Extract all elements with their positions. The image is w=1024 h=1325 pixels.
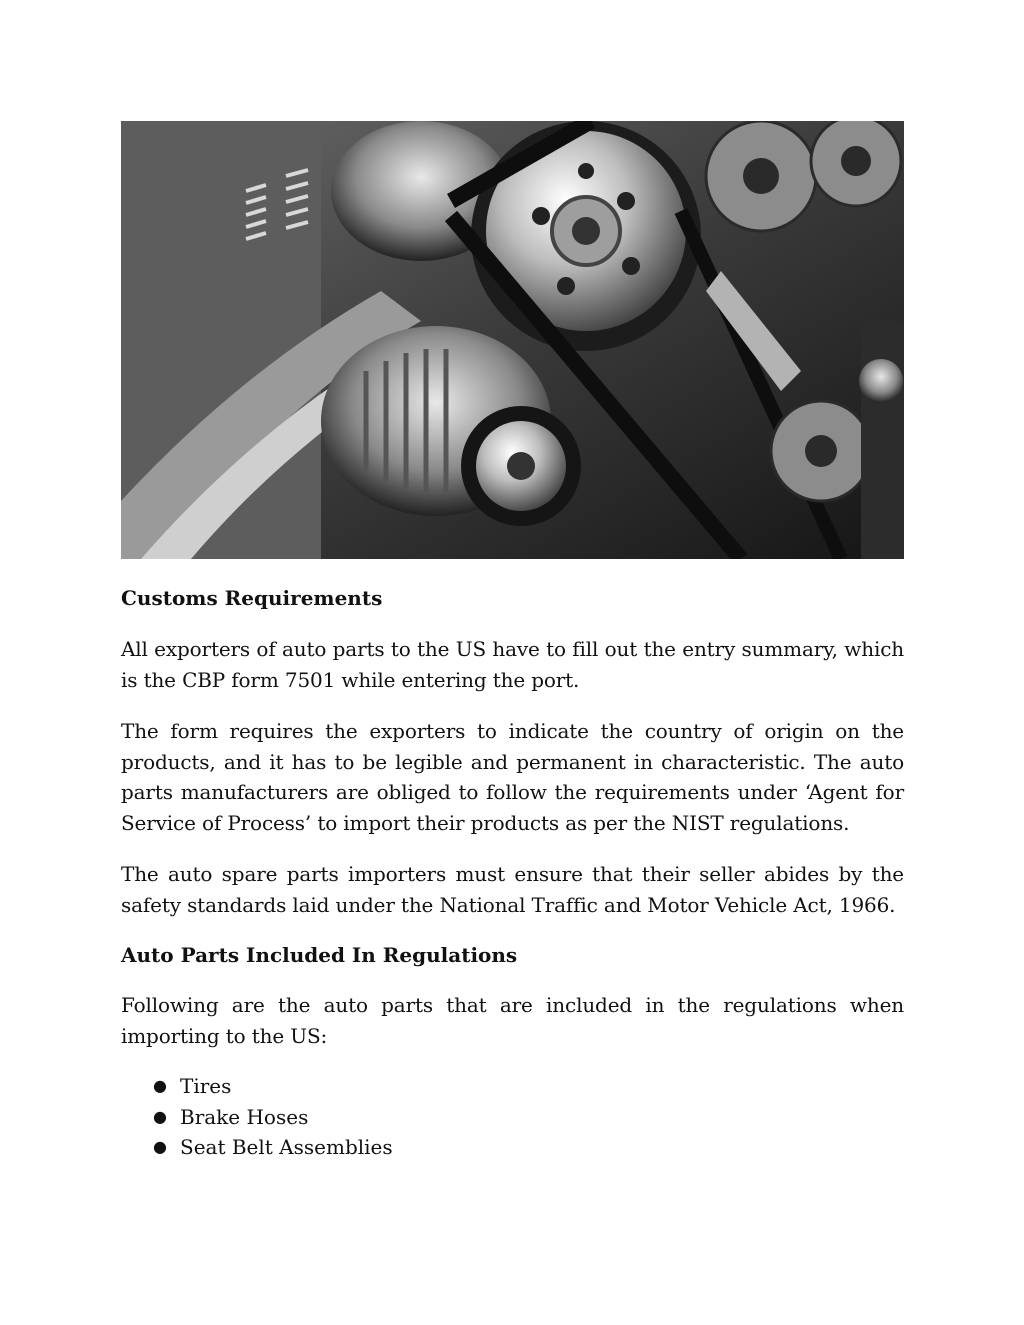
- document-page: [121, 121, 904, 1163]
- list-item: [121, 1102, 904, 1133]
- paragraph-entry-summary: All exporters of auto parts to the US have to fill out the entry summary, which is the CBP form 7501 while entering the port.: [121, 637, 904, 692]
- auto-parts-list: [121, 1071, 904, 1163]
- list-item-label: Tires: [180, 1074, 232, 1098]
- section-heading-auto-parts: Auto Parts Included In Regulations: [121, 943, 518, 967]
- list-item: [121, 1071, 904, 1102]
- list-item-label: Seat Belt Assemblies: [180, 1135, 393, 1159]
- list-item-label: Brake Hoses: [180, 1104, 309, 1129]
- section-heading-customs: Customs Requirements: [121, 586, 383, 610]
- engine-photo: [121, 121, 904, 559]
- bullet-icon: ●: [153, 1137, 167, 1156]
- bullet-icon: ●: [153, 1106, 167, 1126]
- list-item: [121, 1132, 904, 1163]
- paragraph-country-of-origin: The form requires the exporters to indicate the country of origin on the products, and it has to be legible and permanent in characteristic. The auto parts manufacturers are obliged to follow the requirements under ‘Agent for Service of Process’ to import their products as per the NIST regulations.: [121, 719, 904, 835]
- paragraph-safety-standards: The auto spare parts importers must ensure that their seller abides by the safety standards laid under the National Traffic and Motor Vehicle Act, 1966.: [121, 862, 904, 917]
- bullet-icon: ●: [153, 1076, 167, 1095]
- paragraph-included-parts-intro: Following are the auto parts that are included in the regulations when importing to the US:: [121, 993, 904, 1048]
